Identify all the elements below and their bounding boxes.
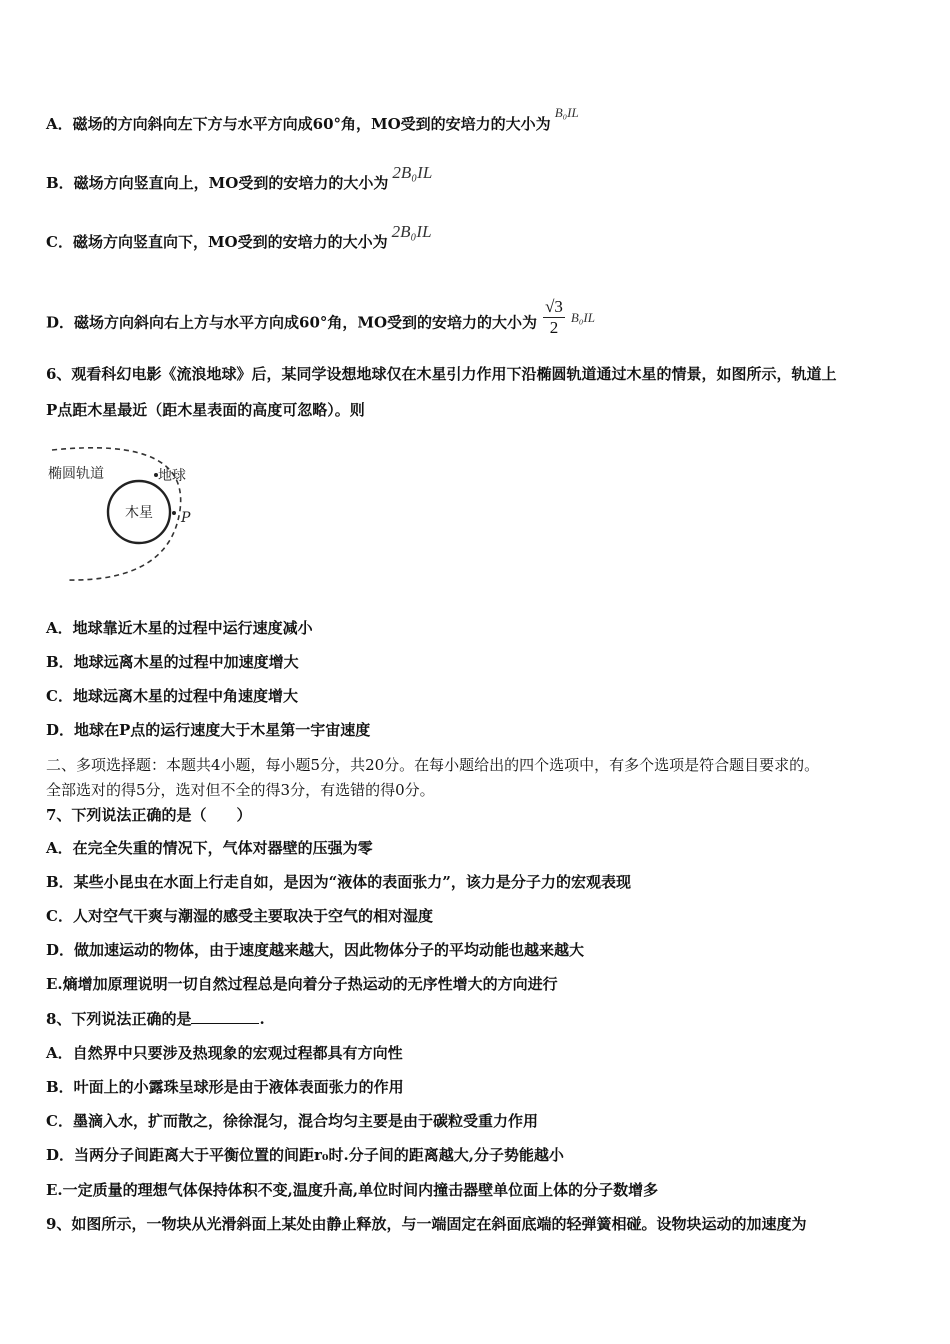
- q8-option-b: B．叶面上的小露珠呈球形是由于液体表面张力的作用: [46, 1078, 404, 1096]
- q8-stem-end: .: [259, 1010, 265, 1028]
- q6-option-a: A．地球靠近木星的过程中运行速度减小: [46, 619, 313, 637]
- q6-option-d: D．地球在P点的运行速度大于木星第一宇宙速度: [46, 721, 371, 739]
- earth-label: 地球: [158, 468, 186, 484]
- orbit-figure: [40, 440, 220, 590]
- section2-line2: 全部选对的得5分，选对但不全的得3分，有选错的得0分。: [46, 781, 435, 799]
- q7-option-b: B．某些小昆虫在水面上行走自如，是因为“液体的表面张力”，该力是分子力的宏观表现: [46, 873, 631, 891]
- answer-blank: [191, 1009, 259, 1024]
- q7-option-d: D．做加速运动的物体，由于速度越来越大，因此物体分子的平均动能也越来越大: [46, 941, 585, 959]
- q8-option-c: C．墨滴入水，扩而散之，徐徐混匀，混合均匀主要是由于碳粒受重力作用: [46, 1112, 538, 1130]
- q7-option-a: A．在完全失重的情况下，气体对器壁的压强为零: [46, 839, 373, 857]
- q7-stem: 7、下列说法正确的是（ ）: [46, 806, 252, 824]
- q5-option-c-formula: 2B₀IL: [391, 222, 432, 241]
- q6-option-c: C．地球远离木星的过程中角速度增大: [46, 687, 298, 705]
- q5-option-b-text: B．磁场方向竖直向上，MO受到的安培力的大小为: [46, 174, 389, 192]
- q5-option-d: [46, 297, 595, 344]
- q5-option-d-formula: B₀IL: [570, 309, 595, 325]
- section2-line1: 二、多项选择题：本题共4小题，每小题5分，共20分。在每小题给出的四个选项中，有多个选项是符合题目要求的。: [46, 756, 820, 774]
- q5-option-d-text: D．磁场方向斜向右上方与水平方向成60°角，MO受到的安培力的大小为: [46, 313, 538, 332]
- point-p-label: P: [181, 510, 191, 526]
- q9-stem: 9、如图所示，一物块从光滑斜面上某处由静止释放，与一端固定在斜面底端的轻弹簧相碰。设物块运动的加速度为: [46, 1215, 807, 1233]
- q8-option-a: A．自然界中只要涉及热现象的宏观过程都具有方向性: [46, 1044, 403, 1062]
- q5-option-a-text: A．磁场的方向斜向左下方与水平方向成60°角，MO受到的安培力的大小为: [46, 115, 551, 133]
- orbit-label: 椭圆轨道: [48, 466, 104, 482]
- q5-option-b-formula: 2B₀IL: [392, 163, 433, 182]
- q8-option-d: D．当两分子间距离大于平衡位置的间距r₀时.分子间的距离越大,分子势能越小: [46, 1146, 564, 1164]
- q7-option-c: C．人对空气干爽与潮湿的感受主要取决于空气的相对湿度: [46, 907, 433, 925]
- q5-option-a: [46, 105, 579, 135]
- jupiter-label: 木星: [125, 505, 153, 521]
- q5-option-d-fraction: [543, 297, 565, 338]
- q5-option-c: [46, 222, 432, 252]
- point-p-dot: [172, 511, 176, 515]
- fraction-denominator: 2: [549, 318, 559, 337]
- q8-stem-text: 8、下列说法正确的是: [46, 1010, 192, 1028]
- q6-stem-line2: P点距木星最近（距木星表面的高度可忽略）。则: [46, 401, 365, 419]
- q5-option-a-formula: B₀IL: [554, 105, 579, 120]
- q6-stem-line1: 6、观看科幻电影《流浪地球》后，某同学设想地球仅在木星引力作用下沿椭圆轨道通过木星的情景，如图所示，轨道上: [46, 365, 837, 383]
- q6-option-b: B．地球远离木星的过程中加速度增大: [46, 653, 299, 671]
- q8-option-e: E.一定质量的理想气体保持体积不变,温度升高,单位时间内撞击器壁单位面上体的分子数增多: [46, 1181, 659, 1199]
- q7-option-e: E.熵增加原理说明一切自然过程总是向着分子热运动的无序性增大的方向进行: [46, 975, 558, 993]
- q5-option-b: [46, 163, 433, 193]
- fraction-numerator: √3: [545, 297, 563, 316]
- q8-stem: [46, 1009, 265, 1029]
- q5-option-c-text: C．磁场方向竖直向下，MO受到的安培力的大小为: [46, 233, 388, 251]
